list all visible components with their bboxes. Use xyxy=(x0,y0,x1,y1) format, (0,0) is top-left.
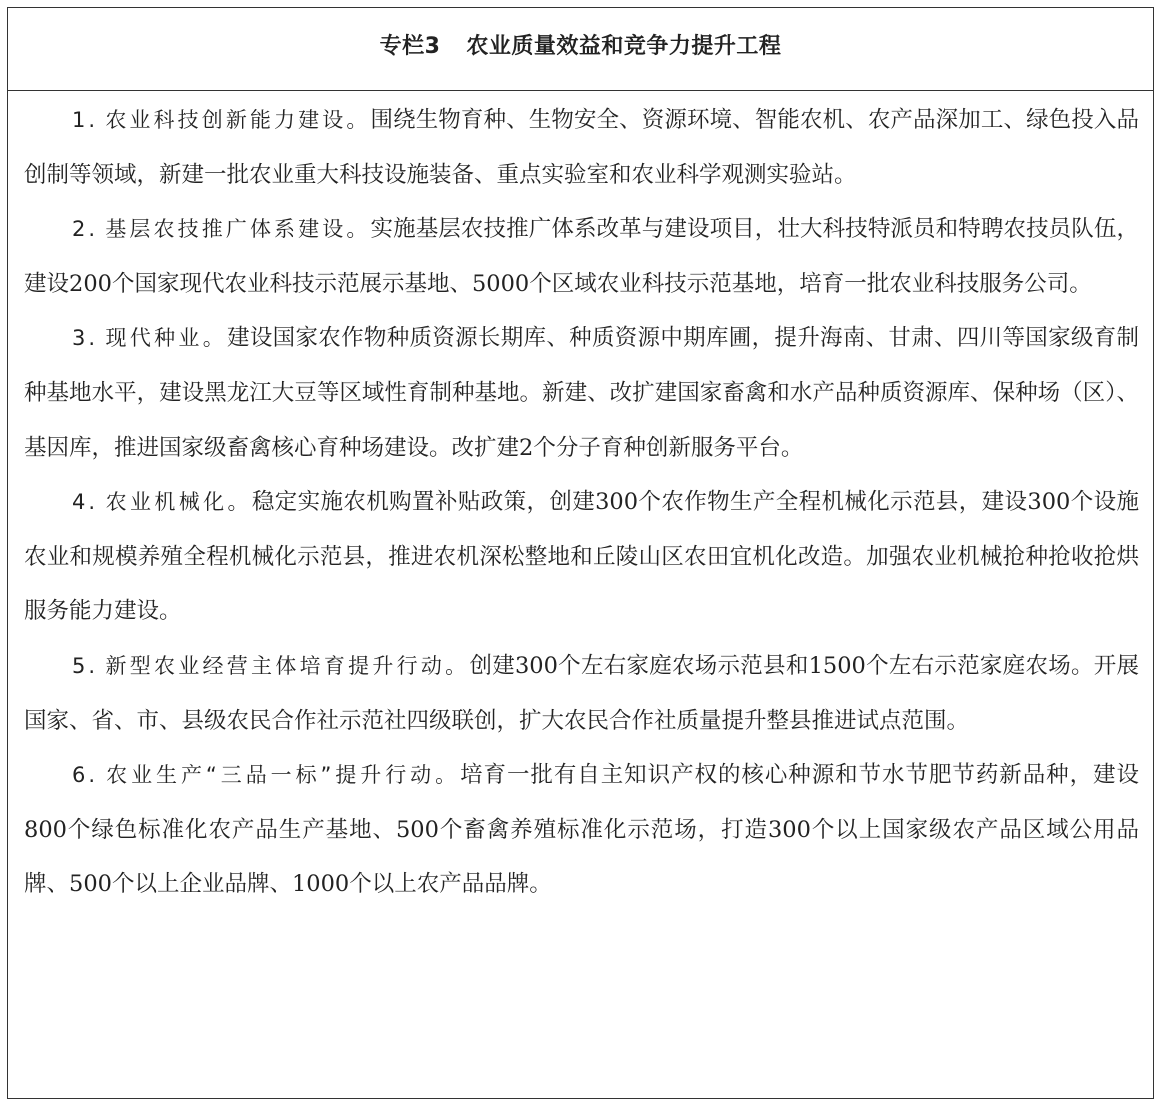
item-heading: 新型农业经营主体培育提升行动。 xyxy=(105,653,470,678)
item-heading: 农业科技创新能力建设。 xyxy=(105,108,371,132)
item-paragraph-6 xyxy=(24,748,1139,912)
item-body: 培育一批有自主知识产权的核心种源和节水节肥节药新品种，建设800个绿色标准化农产品生产基地、500个畜禽养殖标准化示范场，打造300个以上国家级农产品区域公用品牌、500个以上企业品牌、1000个以上农产品品牌。 xyxy=(24,762,1139,898)
item-paragraph-2 xyxy=(24,202,1139,311)
column-box xyxy=(7,7,1154,1099)
item-paragraph-3 xyxy=(24,311,1139,475)
item-body: 稳定实施农机购置补贴政策，创建300个农作物生产全程机械化示范县，建设300个设施农业和规模养殖全程机械化示范县，推进农机深松整地和丘陵山区农田宜机化改造。加强农业机械抢种抢收抢烘服务能力建设。 xyxy=(24,489,1140,625)
item-heading: 基层农技推广体系建设。 xyxy=(105,217,371,242)
item-number: 2. xyxy=(72,217,99,242)
item-body: 建设国家农作物种质资源长期库、种质资源中期库圃，提升海南、甘肃、四川等国家级育制种基地水平，建设黑龙江大豆等区域性育制种基地。新建、改扩建国家畜禽和水产品种质资源库、保种场（区）、基因库，推进国家级畜禽核心育种场建设。改扩建2个分子育种创新服务平台。 xyxy=(24,325,1139,461)
item-number: 6. xyxy=(72,763,99,788)
item-heading: 现代种业。 xyxy=(105,326,228,351)
column-label: 专栏3 xyxy=(379,34,441,59)
column-content xyxy=(8,93,1153,912)
item-number: 1. xyxy=(72,108,99,132)
item-paragraph-4 xyxy=(24,475,1139,639)
item-paragraph-1 xyxy=(24,93,1139,202)
column-title xyxy=(380,29,782,60)
item-body: 围绕生物育种、生物安全、资源环境、智能农机、农产品深加工、绿色投入品创制等领域，新建一批农业重大科技设施装备、重点实验室和农业科学观测实验站。 xyxy=(24,107,1139,188)
item-heading: 农业生产“三品一标”提升行动。 xyxy=(106,763,461,788)
item-heading: 农业机械化。 xyxy=(105,490,252,515)
item-number: 4. xyxy=(72,490,99,515)
column-title-text: 农业质量效益和竞争力提升工程 xyxy=(466,34,782,59)
column-header xyxy=(8,8,1153,91)
item-number: 5. xyxy=(72,653,99,678)
item-body: 实施基层农技推广体系改革与建设项目，壮大科技特派员和特聘农技员队伍，建设200个国家现代农业科技示范展示基地、5000个区域农业科技示范基地，培育一批农业科技服务公司。 xyxy=(24,216,1139,297)
item-paragraph-5 xyxy=(24,639,1139,748)
item-number: 3. xyxy=(72,326,99,351)
item-body: 创建300个左右家庭农场示范县和1500个左右示范家庭农场。开展国家、省、市、县级农民合作社示范社四级联创，扩大农民合作社质量提升整县推进试点范围。 xyxy=(24,652,1140,734)
